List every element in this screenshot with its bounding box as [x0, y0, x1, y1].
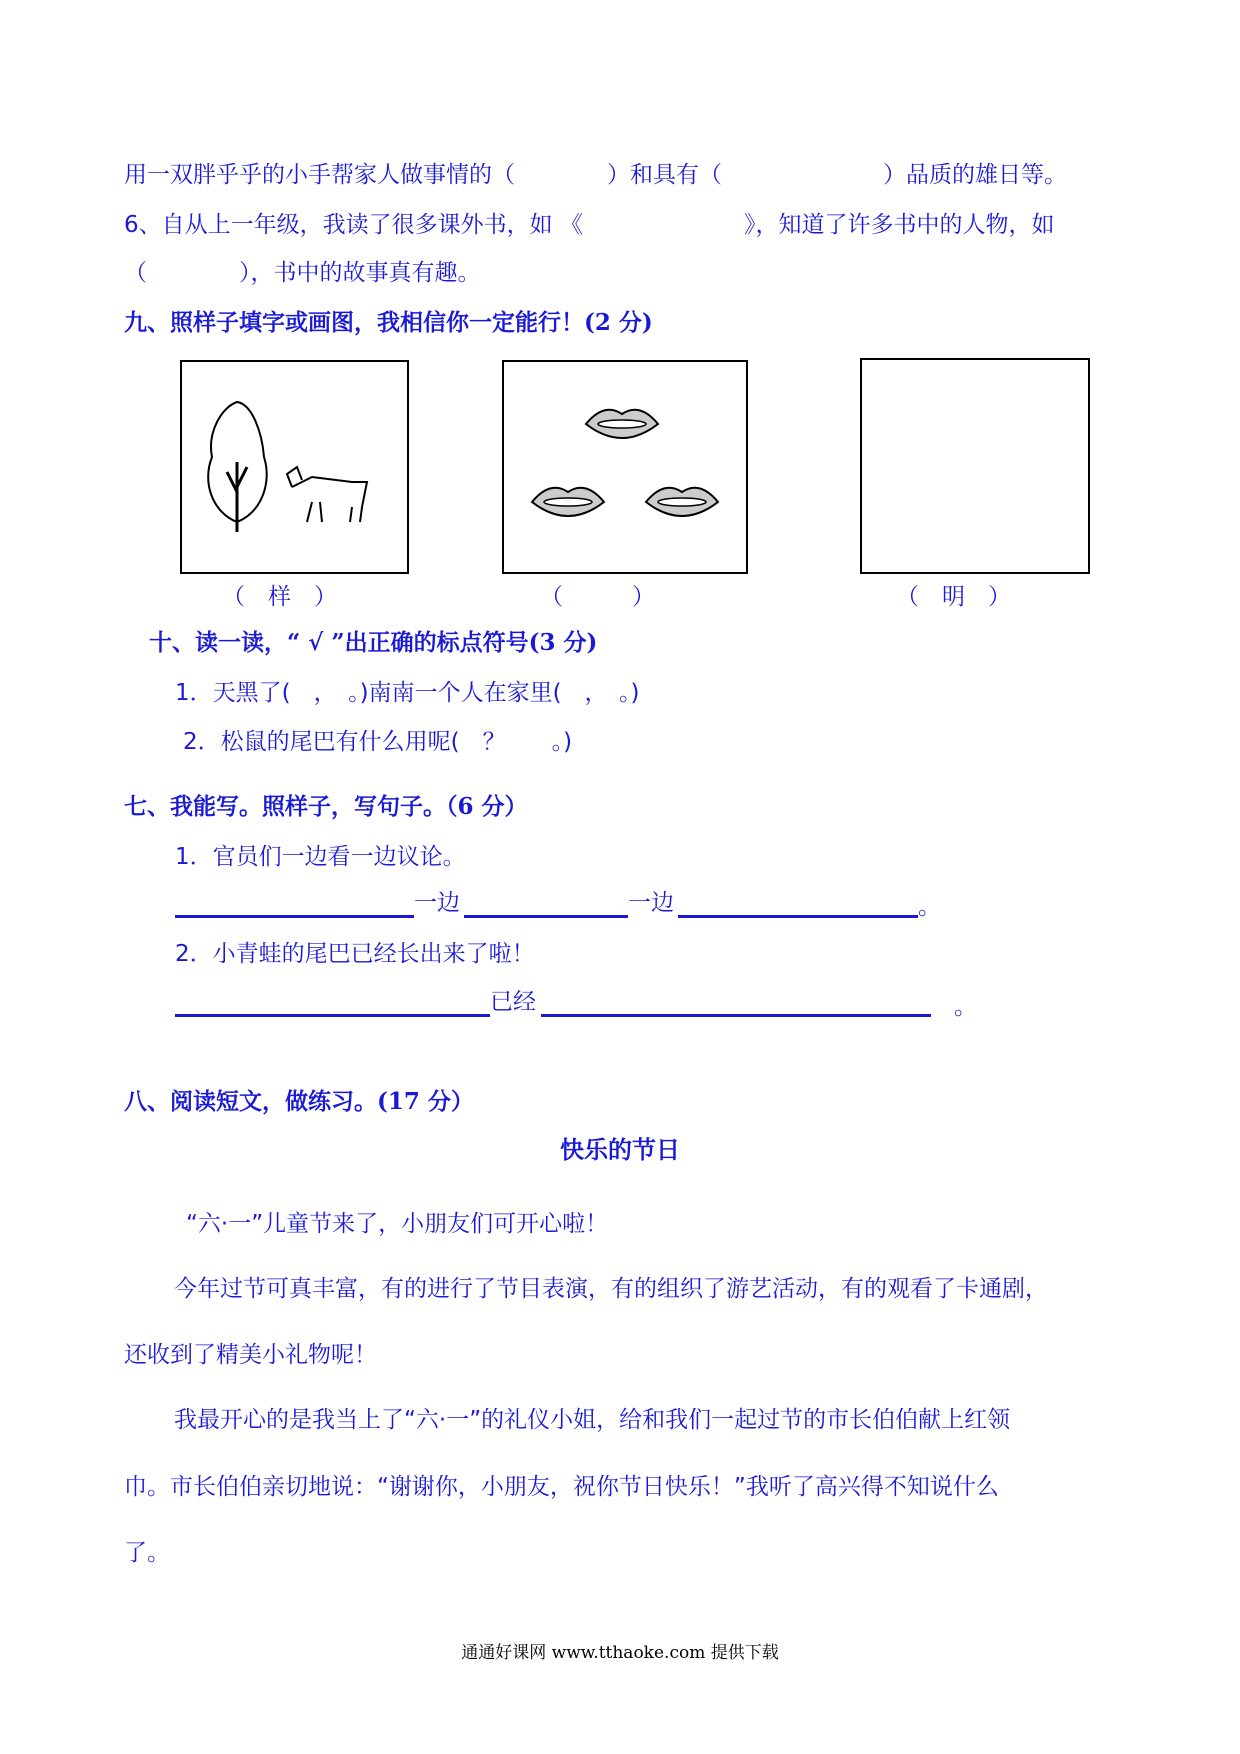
period: 。	[918, 894, 941, 920]
fill-line-1: 用一双胖乎乎的小手帮家人做事情的（ ）和具有（ ）品质的雄日等。	[124, 162, 1067, 188]
passage-title: 快乐的节日	[560, 1136, 680, 1164]
answer-line[interactable]	[175, 1014, 490, 1017]
label-yang: （ 样 ）	[222, 584, 337, 610]
tree-goat-illustration	[182, 362, 407, 572]
label-blank[interactable]: （ ）	[540, 584, 655, 610]
passage-paragraph: 我最开心的是我当上了“六·一”的礼仪小姐，给和我们一起过节的市长伯伯献上红领	[174, 1407, 1011, 1433]
example-picture-box	[180, 360, 409, 574]
passage-paragraph: 了。	[124, 1540, 170, 1566]
fill-line-2: 6、自从上一年级，我读了很多课外书，如 《 》，知道了许多书中的人物，如	[124, 212, 1055, 238]
passage-paragraph: 还收到了精美小礼物呢！	[124, 1342, 377, 1368]
passage-paragraph: “六·一”儿童节来了，小朋友们可开心啦！	[186, 1211, 609, 1237]
fill-line-3: （ ），书中的故事真有趣。	[124, 260, 481, 286]
punctuation-item-1[interactable]: 1．天黑了( ， 。)南南一个人在家里( ， 。)	[175, 680, 640, 706]
answer-line[interactable]	[541, 1014, 931, 1017]
lips-illustration	[504, 362, 746, 572]
section9-heading: 九、照样子填字或画图，我相信你一定能行！(2 分)	[124, 309, 653, 336]
answer-line[interactable]	[464, 915, 628, 918]
period: 。	[954, 994, 977, 1020]
answer-line[interactable]	[175, 915, 414, 918]
label-ming: （ 明 ）	[896, 584, 1011, 610]
passage-paragraph: 巾。市长伯伯亲切地说：“谢谢你，小朋友，祝你节日快乐！”我听了高兴得不知说什么	[124, 1474, 999, 1500]
section10-heading: 十、读一读，“ √ ”出正确的标点符号(3 分)	[149, 629, 598, 656]
word-yijing: 已经	[490, 989, 536, 1015]
word-yibian-2: 一边	[628, 890, 674, 916]
passage-paragraph: 今年过节可真丰富，有的进行了节目表演，有的组织了游艺活动，有的观看了卡通剧，	[174, 1276, 1048, 1302]
drawing-box[interactable]	[860, 358, 1090, 574]
page-footer: 通通好课网 www.tthaoke.com 提供下载	[461, 1643, 779, 1663]
example-sentence-2: 2．小青蛙的尾巴已经长出来了啦！	[175, 941, 535, 967]
section7-heading: 七、我能写。照样子，写句子。（6 分）	[124, 793, 528, 820]
answer-line[interactable]	[678, 915, 918, 918]
example-sentence-1: 1．官员们一边看一边议论。	[175, 844, 466, 870]
lips-picture-box	[502, 360, 748, 574]
section8-heading: 八、阅读短文，做练习。(17 分）	[124, 1088, 474, 1115]
word-yibian-1: 一边	[414, 890, 460, 916]
punctuation-item-2[interactable]: 2．松鼠的尾巴有什么用呢( ？ 。)	[183, 729, 573, 755]
